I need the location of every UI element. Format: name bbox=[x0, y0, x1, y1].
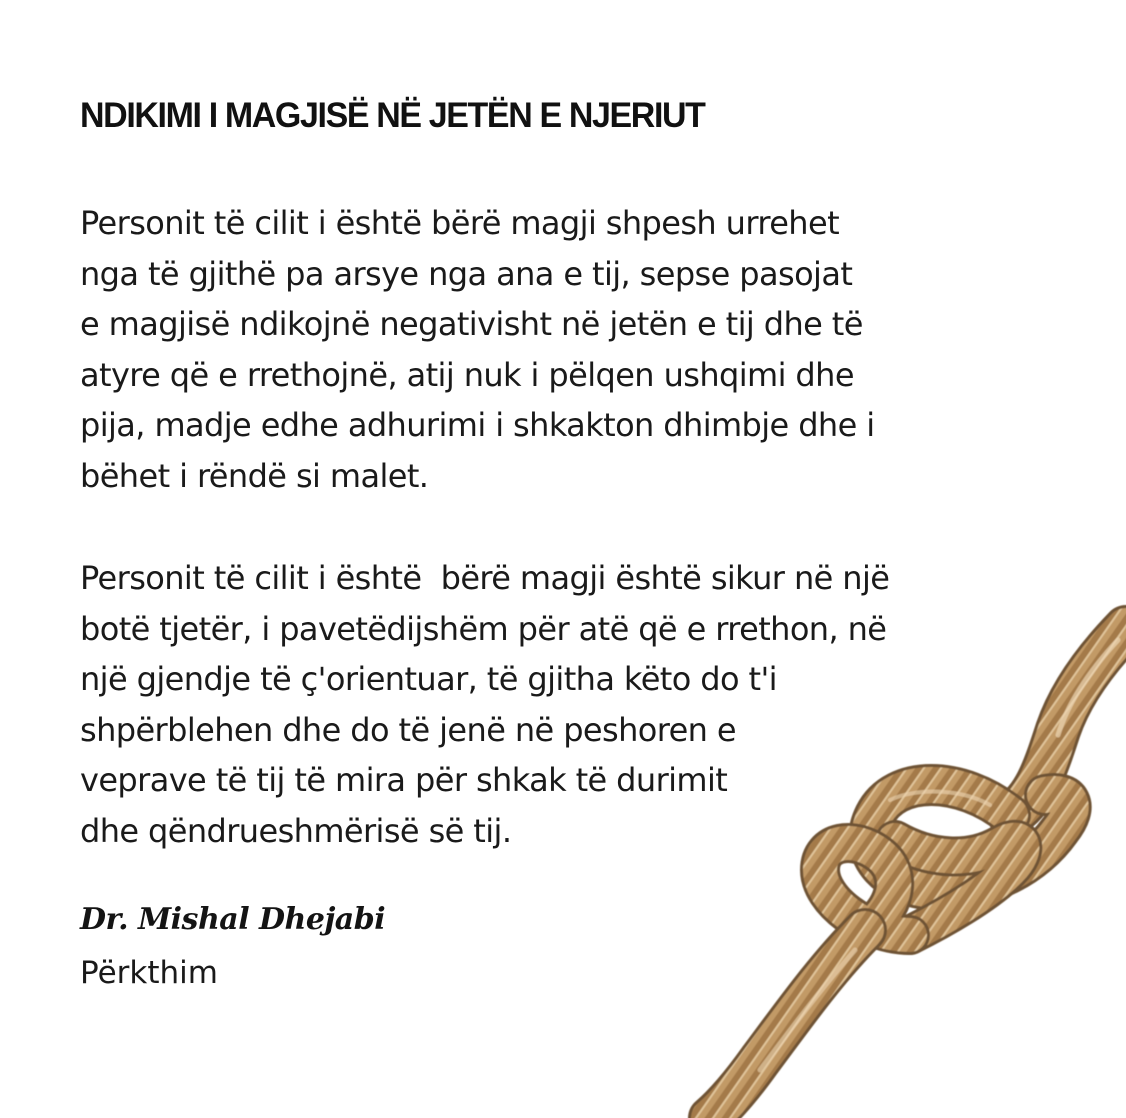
knotted-rope-image bbox=[640, 600, 1126, 1118]
paragraph-line: botë tjetër, i pavetëdijshëm për atë që e rrethon, në bbox=[80, 609, 887, 648]
paragraph-line: pija, madje edhe adhurimi i shkakton dhimbje dhe i bbox=[80, 406, 875, 444]
paragraph-line: Personit të cilit i është bërë magji është sikur në një bbox=[80, 559, 890, 597]
paragraph-line: veprave të tij të mira për shkak të durimit bbox=[80, 761, 728, 799]
paragraph-line: nga të gjithë pa arsye nga ana e tij, sepse pasojat bbox=[80, 254, 853, 293]
document-title: NDIKIMI I MAGJISË NË JETËN E NJERIUT bbox=[80, 96, 705, 135]
paragraph-line: një gjendje të ç'orientuar, të gjitha këto do t'i bbox=[80, 660, 777, 698]
author-signature: Dr. Mishal Dhejabi bbox=[80, 902, 386, 937]
paragraph-line: e magjisë ndikojnë negativisht në jetën e tij dhe të bbox=[80, 305, 863, 343]
paragraph-line: bëhet i rëndë si malet. bbox=[80, 456, 429, 495]
paragraph-line: shpërblehen dhe do të jenë në peshoren e bbox=[80, 710, 737, 749]
paragraph-line: atyre që e rrethojnë, atij nuk i pëlqen ushqimi dhe bbox=[80, 355, 854, 394]
paragraph-line: dhe qëndrueshmërisë së tij. bbox=[80, 811, 512, 850]
translation-note: Përkthim bbox=[80, 955, 218, 991]
paragraph-line: Personit të cilit i është bërë magji shpesh urrehet bbox=[80, 204, 840, 242]
paragraph-1 bbox=[80, 198, 875, 501]
